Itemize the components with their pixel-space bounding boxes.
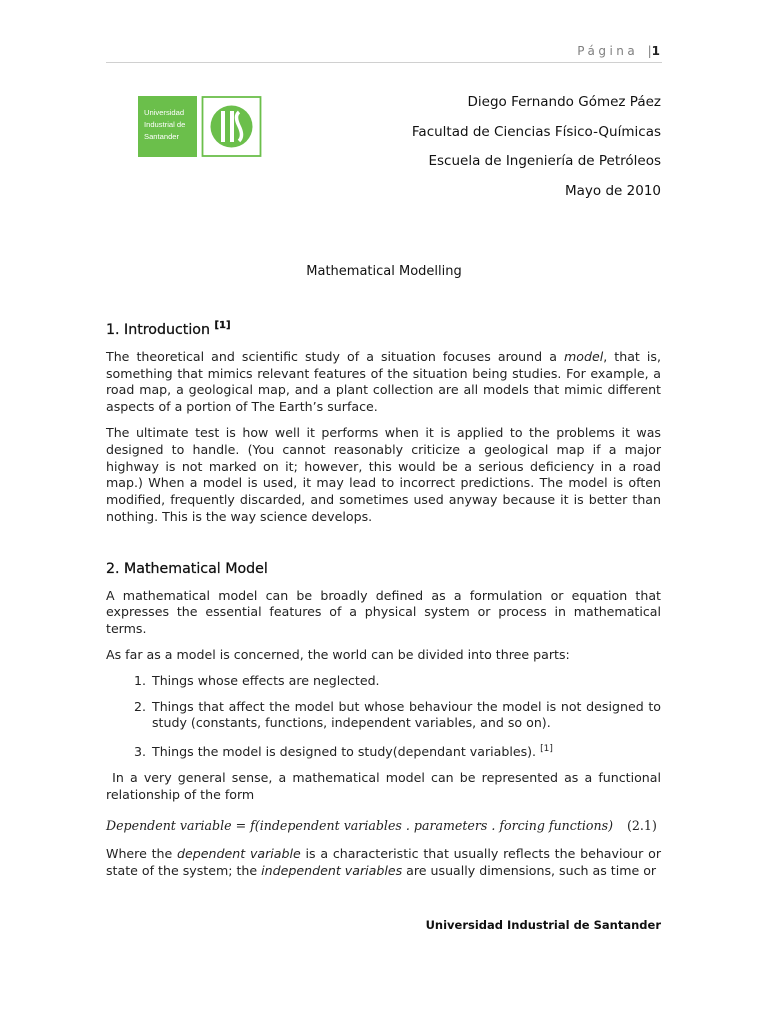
section1-paragraph-1 — [106, 349, 661, 416]
text-run: , that is, something that mimics relevant features of the situation being studies. For example, a road map, a geological map, and a plant collection are all models that mimic different aspects of a portion of The Earth’s surface. — [106, 348, 661, 415]
document-title: Mathematical Modelling — [306, 264, 462, 279]
emphasis-independent-variables: independent variables — [261, 863, 403, 879]
text-run: Where the — [106, 846, 178, 862]
text-run: is a characteristic that usually reflects the behaviour or state of the system; the — [106, 846, 661, 879]
emphasis-dependent-variable: dependent variable — [177, 846, 301, 862]
header-rule — [106, 62, 662, 63]
section1-paragraph-2: The ultimate test is how well it performs when it is applied to the problems it was designed to handle. (You cannot reasonably criticize a geological map if a major highway is not marked on it; however, this would be a serious deficiency in a road map.) When a model is used, it may lead to incorrect predictions. The model is often modified, frequently discarded, and sometimes used anyway because it is better than nothing. This is the way science develops. — [106, 424, 661, 524]
section1-heading-ref: [1] — [214, 320, 231, 331]
text-run: In a very general sense, a mathematical model can be represented as a functional relationship of the form — [106, 769, 661, 802]
equation-number: (2.1) — [627, 817, 657, 833]
author-date: Mayo de 2010 — [565, 182, 661, 199]
author-block — [412, 88, 661, 206]
page-number: 1 — [651, 44, 660, 58]
text-run: are usually dimensions, such as time or — [402, 863, 657, 879]
list-item — [150, 741, 661, 761]
svg-text:Universidad: Universidad — [144, 108, 185, 117]
page-word: Página — [577, 44, 639, 58]
section2-paragraph-4 — [106, 846, 661, 880]
section2-heading: 2. Mathematical Model — [106, 560, 268, 577]
document-body — [106, 318, 661, 889]
section1-heading — [106, 318, 661, 339]
emphasis-model: model — [564, 348, 604, 364]
list-item: 1. Things whose effects are neglected. — [150, 673, 661, 690]
text-run: The theoretical and scientific study of a situation focuses around a — [106, 348, 564, 364]
list-item-ref: [1] — [540, 744, 553, 755]
section2-paragraph-1: A mathematical model can be broadly defined as a formulation or equation that expresses the essential features of a physical system or process in mathematical terms. — [106, 587, 661, 637]
svg-text:Industrial de: Industrial de — [144, 120, 186, 129]
author-school: Escuela de Ingeniería de Petróleos — [428, 153, 661, 169]
svg-text:Santander: Santander — [144, 132, 180, 141]
section1-heading-text: 1. Introduction — [106, 322, 210, 338]
page-header — [577, 44, 660, 58]
list-item-text: Things the model is designed to study(dependant variables). — [152, 744, 537, 760]
author-name: Diego Fernando Gómez Páez — [467, 94, 661, 110]
section2-paragraph-3 — [106, 770, 661, 804]
world-parts-list — [106, 673, 661, 761]
list-item: 2. Things that affect the model but whose behaviour the model is not designed to study (constants, functions, independent variables, and so on). — [150, 699, 661, 733]
page-separator: | — [647, 44, 652, 58]
author-faculty: Facultad de Ciencias Físico-Químicas — [411, 123, 661, 140]
section2-paragraph-2: As far as a model is concerned, the world can be divided into three parts: — [106, 646, 570, 662]
uis-logo-graphic — [138, 96, 262, 158]
equation-text: Dependent variable = f(independent variables . parameters . forcing functions) — [106, 817, 613, 833]
page-footer: Universidad Industrial de Santander — [425, 918, 661, 932]
equation-2-1 — [106, 818, 661, 835]
uis-logo — [138, 96, 262, 158]
